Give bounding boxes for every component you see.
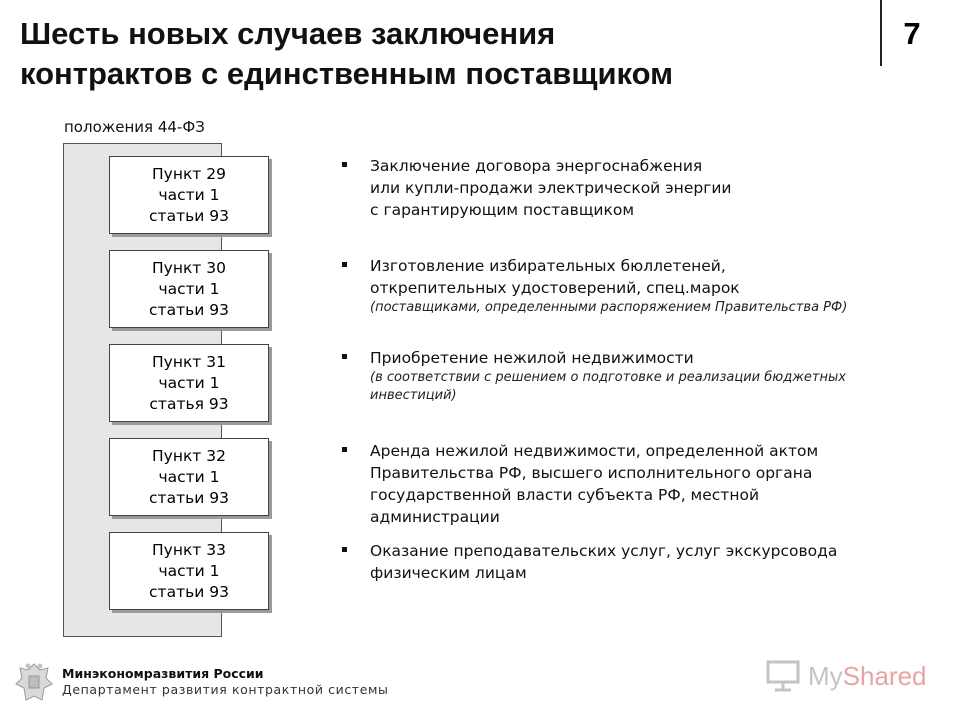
provision-line: Пункт 32 [151, 446, 226, 465]
provision-line: статьи 93 [149, 488, 229, 507]
provision-line: статья 93 [149, 394, 229, 413]
footer-organization: Минэкономразвития России [62, 666, 264, 681]
provision-line: части 1 [158, 279, 220, 298]
bullet-text [370, 255, 942, 299]
bullet-item-ballots [342, 255, 942, 317]
slide-title [20, 14, 860, 94]
watermark-my: My [808, 660, 843, 691]
section-label: положения 44-ФЗ [64, 118, 205, 136]
bullet-line: Приобретение нежилой недвижимости [370, 349, 694, 367]
provision-line: части 1 [158, 561, 220, 580]
bullet-item-rent [342, 440, 942, 528]
provision-line: статьи 93 [149, 300, 229, 319]
footer-department: Департамент развития контрактной системы [62, 682, 389, 697]
provision-box-33 [109, 532, 269, 610]
provision-line: Пункт 33 [151, 540, 226, 559]
provision-line: части 1 [158, 467, 220, 486]
provision-box-31 [109, 344, 269, 422]
bullet-note: (в соответствии с решением о подготовке и реализации бюджетных инвестиций) [370, 370, 846, 403]
header-divider [880, 0, 882, 66]
bullet-text [370, 155, 942, 221]
provision-line: части 1 [158, 185, 220, 204]
bullet-item-energy [342, 155, 942, 221]
bullet-marker-icon [342, 262, 347, 267]
bullet-line: администрации [370, 508, 500, 526]
bullet-marker-icon [342, 547, 347, 552]
bullet-line: Изготовление избирательных бюллетеней, [370, 257, 726, 275]
provision-line: Пункт 31 [151, 352, 226, 371]
title-line-2: контрактов с единственным поставщиком [20, 56, 674, 91]
bullet-line: государственной власти субъекта РФ, местной [370, 486, 760, 504]
watermark-shared: Shared [842, 660, 927, 691]
provision-line: статьи 93 [149, 582, 229, 601]
provision-line: Пункт 29 [151, 164, 226, 183]
bullet-marker-icon [342, 162, 347, 167]
bullet-marker-icon [342, 354, 347, 359]
provision-box-29 [109, 156, 269, 234]
bullet-text [370, 440, 942, 528]
provision-line: части 1 [158, 373, 220, 392]
page-number: 7 [903, 16, 921, 51]
provision-line: Пункт 30 [151, 258, 226, 277]
bullet-line: Аренда нежилой недвижимости, определенной актом [370, 442, 819, 460]
provision-box-32 [109, 438, 269, 516]
myshared-watermark [766, 656, 927, 696]
presentation-board-icon [766, 659, 800, 693]
bullet-marker-icon [342, 447, 347, 452]
bullet-line: Оказание преподавательских услуг, услуг экскурсовода [370, 542, 838, 560]
bullet-line: Правительства РФ, высшего исполнительного органа [370, 464, 813, 482]
provision-line: статьи 93 [149, 206, 229, 225]
bullet-line: с гарантирующим поставщиком [370, 201, 635, 219]
bullet-text [370, 540, 942, 584]
bullet-line: открепительных удостоверений, спец.марок [370, 279, 740, 297]
bullet-item-purchase [342, 347, 942, 405]
bullet-line: или купли-продажи электрической энергии [370, 179, 732, 197]
bullet-line: Заключение договора энергоснабжения [370, 157, 703, 175]
bullet-text [370, 347, 942, 369]
bullet-line: физическим лицам [370, 564, 527, 582]
bullet-note: (поставщиками, определенными распоряжением Правительства РФ) [370, 300, 848, 315]
bullet-item-teaching [342, 540, 942, 584]
coat-of-arms-icon [14, 660, 54, 706]
provision-box-30 [109, 250, 269, 328]
title-line-1: Шесть новых случаев заключения [20, 16, 556, 51]
